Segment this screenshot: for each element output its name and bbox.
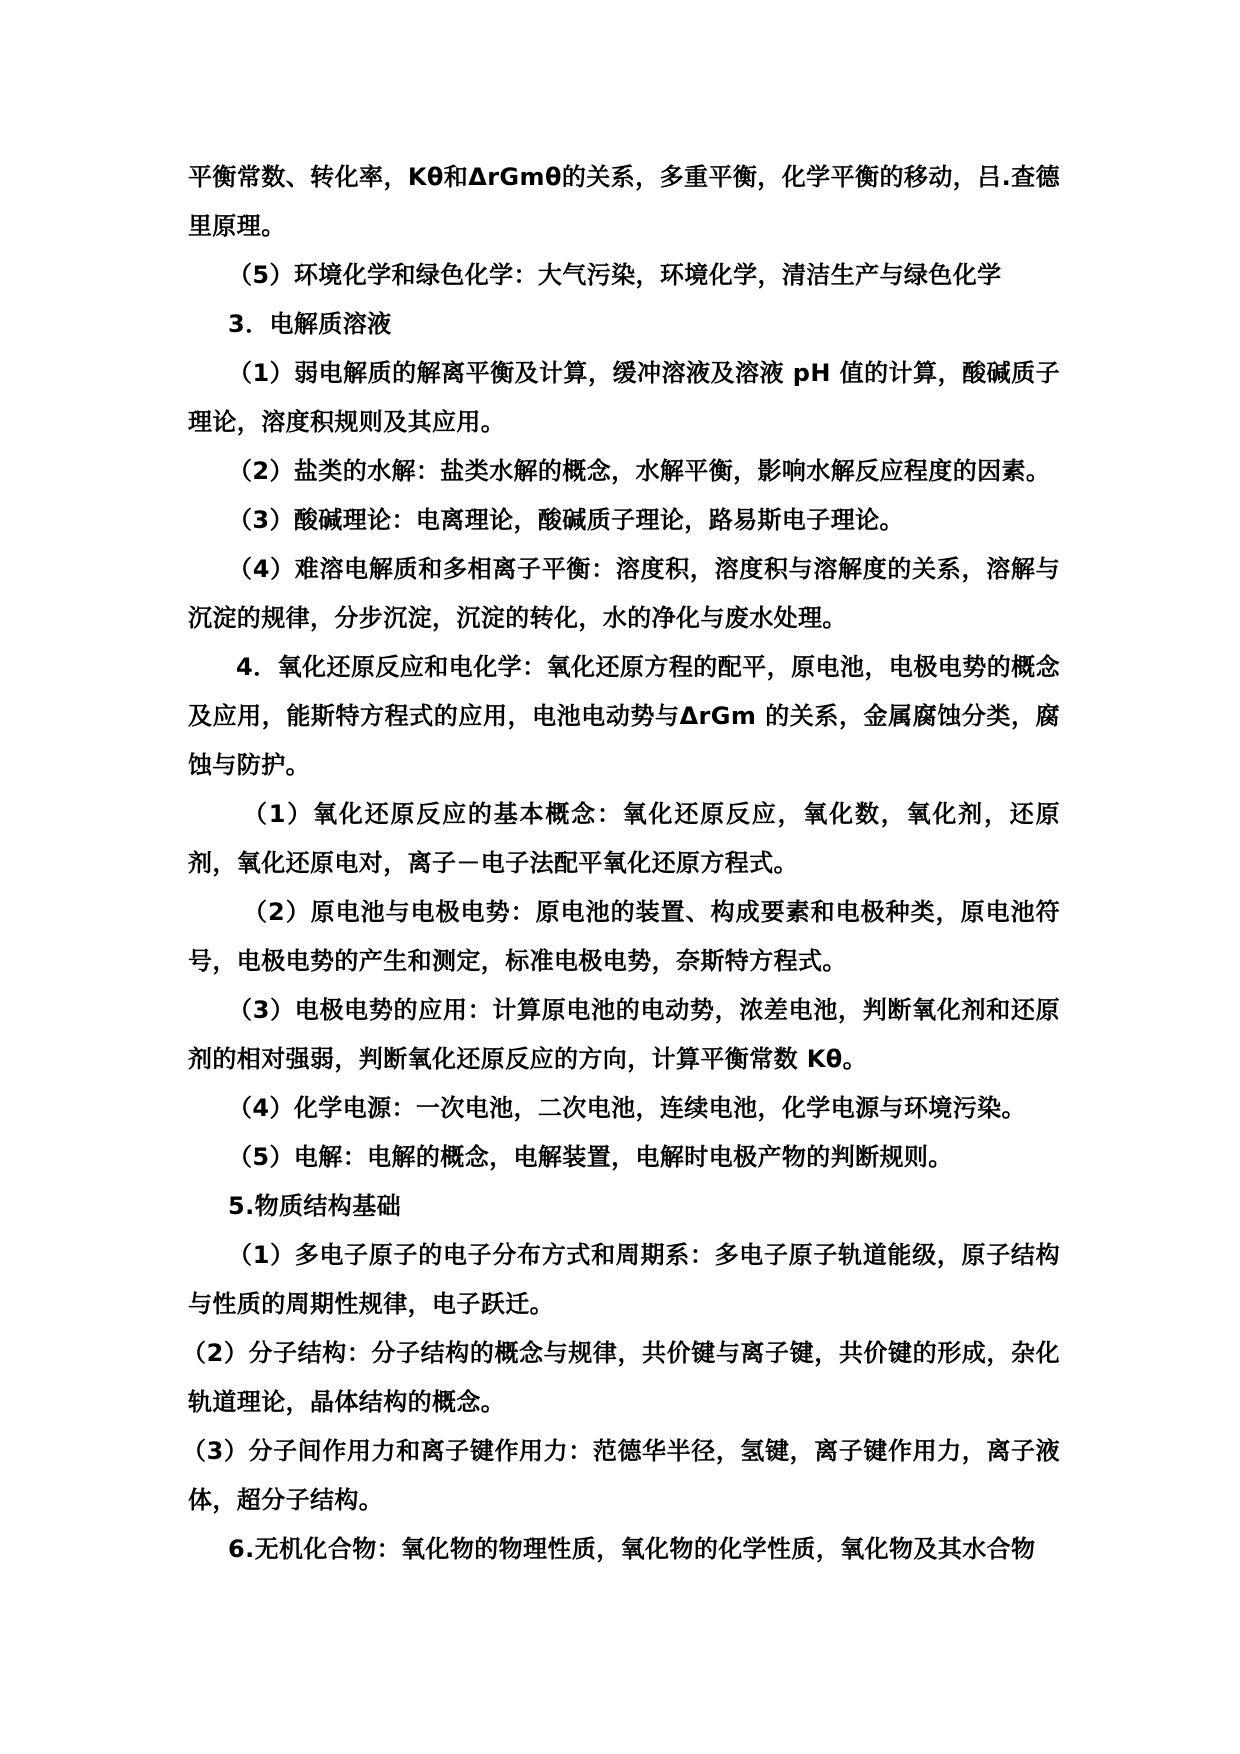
heading-structure-of-matter: 5.物质结构基础 (228, 1192, 402, 1220)
paragraph-multi-electron-atoms: （1）多电子原子的电子分布方式和周期系：多电子原子轨道能级，原子结构与性质的周期性规律，电子跃迁。 (188, 1241, 1060, 1318)
paragraph-salt-hydrolysis: （2）盐类的水解：盐类水解的概念，水解平衡，影响水解反应程度的因素。 (228, 457, 1051, 485)
paragraph-galvanic-cell: （2）原电池与电极电势：原电池的装置、构成要素和电极种类，原电池符号，电极电势的产生和测定，标准电极电势，奈斯特方程式。 (188, 898, 1060, 975)
paragraph-electrode-potential-applications: （3）电极电势的应用：计算原电池的电动势，浓差电池，判断氧化剂和还原剂的相对强弱，判断氧化还原反应的方向，计算平衡常数 Kθ。 (188, 996, 1060, 1073)
paragraph-redox-basics: （1）氧化还原反应的基本概念：氧化还原反应，氧化数，氧化剂，还原剂，氧化还原电对，离子－电子法配平氧化还原方程式。 (188, 800, 1060, 877)
paragraph-weak-electrolyte: （1）弱电解质的解离平衡及计算，缓冲溶液及溶液 pH 值的计算，酸碱质子理论，溶度积规则及其应用。 (188, 359, 1060, 436)
heading-electrolyte-solutions: 3．电解质溶液 (228, 310, 392, 338)
paragraph-acid-base-theory: （3）酸碱理论：电离理论，酸碱质子理论，路易斯电子理论。 (228, 506, 904, 534)
document-page (182, 153, 1060, 1574)
paragraph-molecular-structure: （2）分子结构：分子结构的概念与规律，共价键与离子键，共价键的形成，杂化轨道理论，晶体结构的概念。 (182, 1339, 1060, 1416)
paragraph-insoluble-electrolytes: （4）难溶电解质和多相离子平衡：溶度积，溶度积与溶解度的关系，溶解与沉淀的规律，分步沉淀，沉淀的转化，水的净化与废水处理。 (188, 555, 1060, 632)
heading-inorganic-compounds: 6.无机化合物：氧化物的物理性质，氧化物的化学性质，氧化物及其水合物 (228, 1535, 1036, 1563)
heading-redox-electrochemistry: 4．氧化还原反应和电化学：氧化还原方程的配平，原电池，电极电势的概念及应用，能斯特方程式的应用，电池电动势与ΔrGm 的关系，金属腐蚀分类，腐蚀与防护。 (188, 653, 1060, 779)
paragraph-environmental-chemistry: （5）环境化学和绿色化学：大气污染，环境化学，清洁生产与绿色化学 (228, 261, 1002, 289)
paragraph-equilibrium-continued: 平衡常数、转化率，Kθ和ΔrGmθ的关系，多重平衡，化学平衡的移动，吕.查德里原理。 (188, 163, 1060, 240)
paragraph-chemical-power-sources: （4）化学电源：一次电池，二次电池，连续电池，化学电源与环境污染。 (228, 1094, 1026, 1122)
paragraph-intermolecular-forces: （3）分子间作用力和离子键作用力：范德华半径，氢键，离子键作用力，离子液体，超分子结构。 (182, 1437, 1060, 1514)
paragraph-electrolysis: （5）电解：电解的概念，电解装置，电解时电极产物的判断规则。 (228, 1143, 953, 1171)
